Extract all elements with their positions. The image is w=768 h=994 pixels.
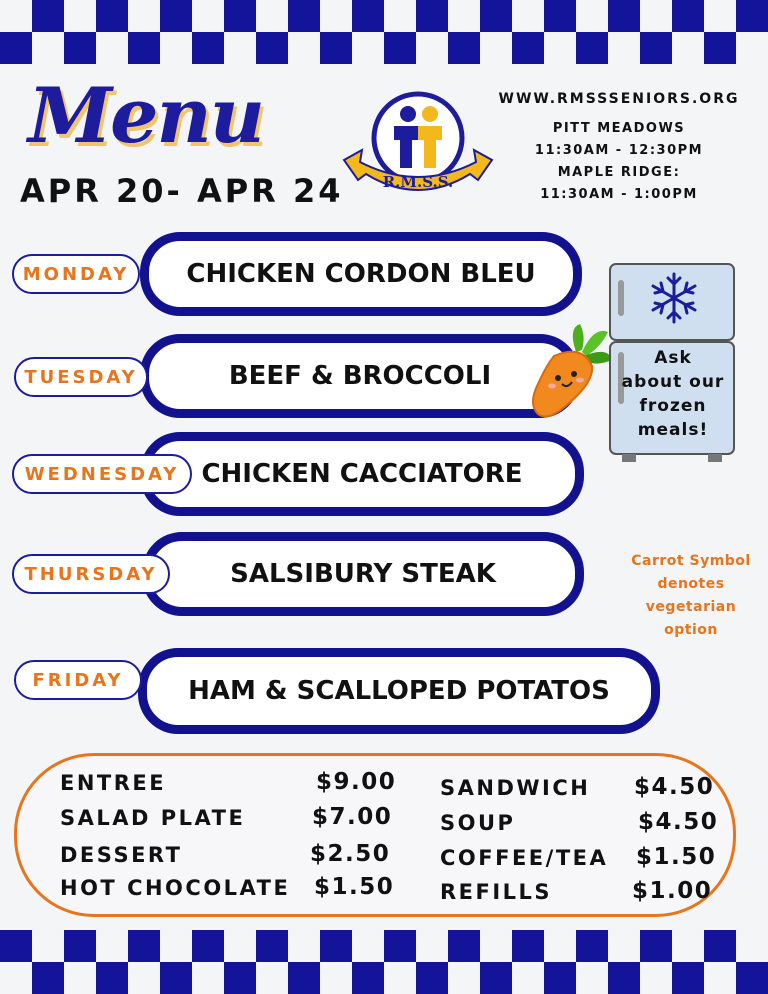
checker-square	[96, 0, 128, 32]
checker-square	[224, 0, 256, 32]
location-pitt-meadows: PITT MEADOWS	[552, 121, 686, 136]
price-item-entree: ENTREE	[60, 771, 167, 795]
price-item-salad-plate: SALAD PLATE	[60, 806, 246, 830]
price-item-hot-chocolate: HOT CHOCOLATE	[60, 876, 291, 900]
day-label-wednesday: WEDNESDAY	[12, 454, 192, 494]
checker-square	[480, 0, 512, 32]
dish-thursday: SALSIBURY STEAK	[230, 559, 496, 589]
price-item-coffee-tea: COFFEE/TEA	[440, 846, 609, 870]
top-checker-border	[0, 0, 768, 64]
checker-square	[96, 962, 128, 994]
checker-square	[32, 962, 64, 994]
checker-square	[192, 32, 224, 64]
checker-square	[608, 0, 640, 32]
price-item-refills: REFILLS	[440, 880, 553, 904]
checker-square	[0, 32, 32, 64]
dish-box-tuesday	[140, 334, 580, 418]
checker-square	[192, 930, 224, 962]
frozen-note-line: meals!	[637, 420, 709, 440]
price-item-dessert: DESSERT	[60, 843, 183, 867]
checker-square	[320, 32, 352, 64]
checker-square	[64, 930, 96, 962]
day-label-thursday: THURSDAY	[12, 554, 170, 594]
dish-box-thursday	[142, 532, 584, 616]
checker-square	[0, 930, 32, 962]
dish-monday: CHICKEN CORDON BLEU	[186, 259, 536, 289]
checker-square	[512, 930, 544, 962]
checker-square	[736, 0, 768, 32]
menu-title: Menu	[28, 71, 263, 160]
dish-tuesday: BEEF & BROCCOLI	[228, 361, 492, 391]
veg-note-line: option	[664, 622, 718, 638]
checker-square	[384, 930, 416, 962]
checker-square	[672, 0, 704, 32]
dish-box-monday	[140, 232, 582, 316]
frozen-note-line: about our	[621, 372, 725, 392]
checker-square	[352, 962, 384, 994]
checker-square	[416, 0, 448, 32]
checker-square	[544, 0, 576, 32]
frozen-meals-note	[612, 346, 734, 442]
checker-square	[32, 0, 64, 32]
checker-square	[160, 0, 192, 32]
rmss-logo-icon	[338, 88, 498, 208]
checker-square	[736, 962, 768, 994]
checker-square	[448, 32, 480, 64]
day-label-tuesday: TUESDAY	[14, 357, 148, 397]
price-coffee-tea: $1.50	[636, 844, 717, 870]
checker-square	[704, 32, 736, 64]
price-sandwich: $4.50	[634, 774, 715, 800]
checker-square	[416, 962, 448, 994]
checker-square	[288, 962, 320, 994]
price-item-sandwich: SANDWICH	[440, 776, 591, 800]
price-item-soup: SOUP	[440, 811, 516, 835]
price-soup: $4.50	[638, 809, 719, 835]
dish-friday: HAM & SCALLOPED POTATOS	[188, 676, 610, 706]
checker-square	[224, 962, 256, 994]
checker-square	[704, 930, 736, 962]
price-hot-chocolate: $1.50	[314, 874, 395, 900]
checker-square	[640, 32, 672, 64]
checker-square	[128, 930, 160, 962]
checker-square	[64, 32, 96, 64]
veg-note-line: Carrot Symbol	[631, 553, 751, 569]
vegetarian-note	[618, 550, 764, 642]
hours-maple-ridge: 11:30AM - 1:00PM	[540, 187, 698, 202]
bottom-checker-border	[0, 930, 768, 994]
price-dessert: $2.50	[310, 841, 391, 867]
checker-square	[128, 32, 160, 64]
checker-square	[256, 32, 288, 64]
date-range: APR 20- APR 24	[20, 172, 344, 210]
frozen-note-line: frozen	[639, 396, 707, 416]
veg-note-line: vegetarian	[645, 599, 737, 615]
checker-square	[672, 962, 704, 994]
checker-square	[576, 930, 608, 962]
location-maple-ridge: MAPLE RIDGE:	[557, 165, 681, 180]
checker-square	[576, 32, 608, 64]
day-label-friday: FRIDAY	[14, 660, 142, 700]
carrot-icon	[524, 322, 616, 422]
checker-square	[320, 930, 352, 962]
dish-box-wednesday	[140, 432, 584, 516]
checker-square	[512, 32, 544, 64]
checker-square	[480, 962, 512, 994]
checker-square	[544, 962, 576, 994]
logo-text: R.M.S.S.	[382, 173, 454, 191]
dish-box-friday	[138, 648, 660, 734]
hours-pitt-meadows: 11:30AM - 12:30PM	[534, 143, 704, 158]
checker-square	[640, 930, 672, 962]
price-salad-plate: $7.00	[312, 804, 393, 830]
website-link[interactable]: WWW.RMSSSENIORS.ORG	[498, 91, 740, 107]
veg-note-line: denotes	[657, 576, 725, 592]
day-label-monday: MONDAY	[12, 254, 140, 294]
checker-square	[160, 962, 192, 994]
checker-square	[256, 930, 288, 962]
checker-square	[384, 32, 416, 64]
checker-square	[352, 0, 384, 32]
price-refills: $1.00	[632, 878, 713, 904]
checker-square	[288, 0, 320, 32]
dish-wednesday: CHICKEN CACCIATORE	[201, 459, 523, 489]
checker-square	[608, 962, 640, 994]
contact-info	[490, 88, 748, 206]
checker-square	[448, 930, 480, 962]
frozen-note-line: Ask	[654, 348, 692, 368]
price-entree: $9.00	[316, 769, 397, 795]
